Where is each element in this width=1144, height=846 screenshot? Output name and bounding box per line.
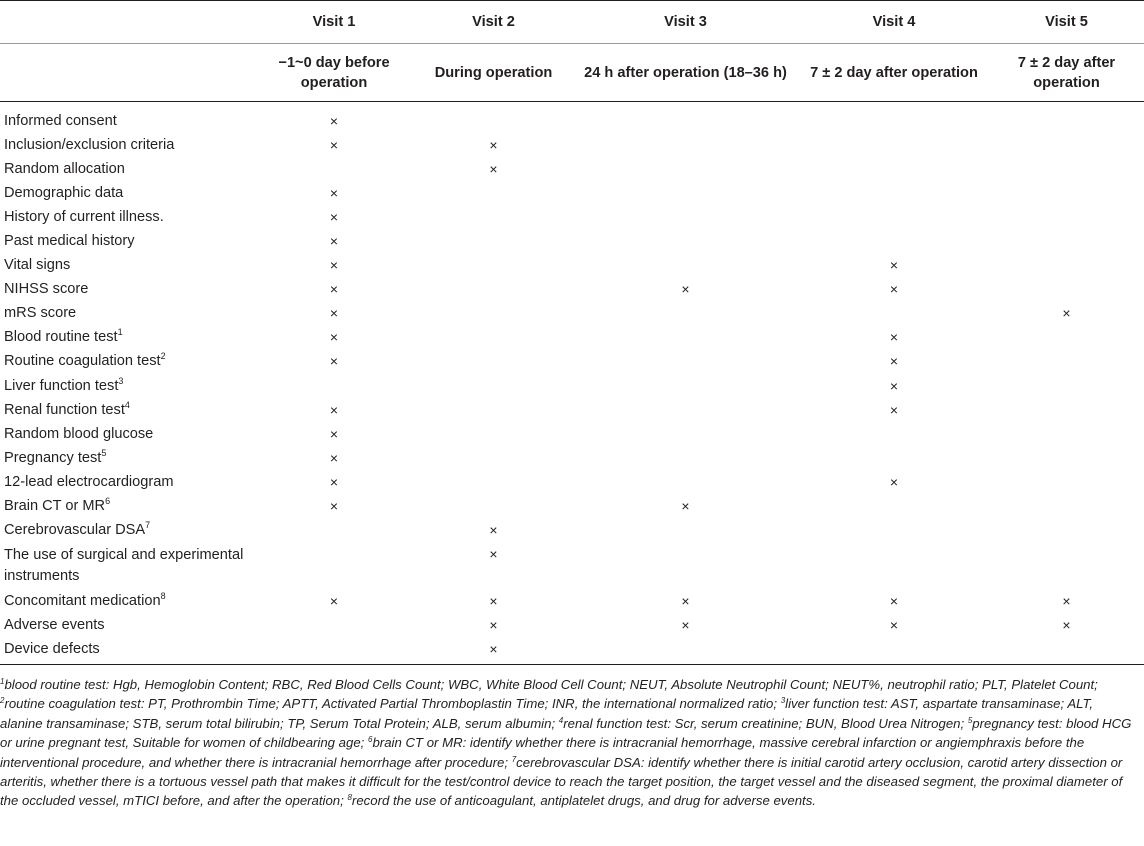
cross-mark-icon: × <box>329 401 339 418</box>
cross-mark-icon: × <box>489 593 498 610</box>
cross-mark-icon: × <box>1062 593 1071 610</box>
row-label-text: Liver function test <box>4 377 119 394</box>
empty-cell <box>415 446 572 470</box>
table-row <box>0 374 1144 398</box>
empty-cell <box>799 133 989 157</box>
checkmark-cell <box>989 614 1144 638</box>
empty-cell <box>572 374 799 398</box>
empty-cell <box>799 446 989 470</box>
empty-cell <box>572 422 799 446</box>
footnote-ref: 7 <box>145 520 151 531</box>
row-label <box>0 326 253 350</box>
empty-cell <box>415 229 572 253</box>
row-label-text: Renal function test <box>4 401 125 418</box>
empty-cell <box>799 205 989 229</box>
row-label-text: Inclusion/exclusion criteria <box>4 136 175 153</box>
empty-cell <box>415 181 572 205</box>
checkmark-cell <box>253 109 415 133</box>
empty-cell <box>989 109 1144 133</box>
checkmark-cell <box>415 638 572 665</box>
cross-mark-icon: × <box>1062 305 1071 322</box>
footnote-ref: 1 <box>117 327 123 338</box>
cross-mark-icon: × <box>489 545 498 562</box>
checkmark-cell <box>572 590 799 614</box>
row-label <box>0 470 253 494</box>
row-label-text: Concomitant medication <box>4 593 161 610</box>
cross-mark-icon: × <box>889 401 899 418</box>
row-label <box>0 543 253 590</box>
empty-cell <box>799 495 989 519</box>
empty-cell <box>415 495 572 519</box>
checkmark-cell <box>989 302 1144 326</box>
timing-header: During operation <box>415 44 572 102</box>
row-label-text: Device defects <box>4 641 100 658</box>
row-label-text: The use of surgical and experimental instruments <box>4 547 244 585</box>
footnote-text: liver function test: AST, aspartate transaminase; ALT, alanine transaminase; STB, serum total bilirubin; TP, Serum Total Protein; ALB, serum albumin; <box>0 696 1094 731</box>
cross-mark-icon: × <box>329 136 339 153</box>
checkmark-cell <box>799 254 989 278</box>
empty-cell <box>799 157 989 181</box>
row-label <box>0 302 253 326</box>
empty-cell <box>989 254 1144 278</box>
empty-cell <box>989 278 1144 302</box>
empty-cell <box>989 181 1144 205</box>
cross-mark-icon: × <box>489 136 498 153</box>
empty-cell <box>415 350 572 374</box>
footnote-number: 6 <box>368 735 373 745</box>
empty-cell <box>989 229 1144 253</box>
checkmark-cell <box>415 133 572 157</box>
table-row <box>0 519 1144 543</box>
row-label-text: Demographic data <box>4 184 124 201</box>
row-label-text: mRS score <box>4 305 77 322</box>
empty-cell <box>572 109 799 133</box>
footnote-text: brain CT or MR: identify whether there is intracranial hemorrhage, massive cerebral infarction or angiemphraxis before the interventional procedure, and whether there is intracranial hemorrhage after procedure; <box>0 735 1085 770</box>
checkmark-cell <box>253 495 415 519</box>
cross-mark-icon: × <box>889 329 899 346</box>
empty-cell <box>253 614 415 638</box>
empty-cell <box>989 350 1144 374</box>
empty-cell <box>415 254 572 278</box>
empty-cell <box>415 374 572 398</box>
empty-cell <box>415 205 572 229</box>
row-label <box>0 422 253 446</box>
footnote-ref: 5 <box>101 447 107 458</box>
row-label <box>0 229 253 253</box>
checkmark-cell <box>253 350 415 374</box>
checkmark-cell <box>799 470 989 494</box>
empty-cell <box>989 422 1144 446</box>
empty-cell <box>572 181 799 205</box>
cross-mark-icon: × <box>889 593 899 610</box>
cross-mark-icon: × <box>329 329 339 346</box>
checkmark-cell <box>253 446 415 470</box>
empty-cell <box>799 543 989 590</box>
table-row <box>0 326 1144 350</box>
empty-cell <box>572 302 799 326</box>
checkmark-cell <box>253 470 415 494</box>
table-row <box>0 181 1144 205</box>
checkmark-cell <box>253 181 415 205</box>
row-label-text: Past medical history <box>4 233 135 250</box>
corner-cell <box>0 1 253 44</box>
empty-cell <box>989 519 1144 543</box>
footnote-ref: 2 <box>160 351 166 362</box>
row-label <box>0 374 253 398</box>
footnote-number: 2 <box>0 696 5 706</box>
empty-cell <box>572 229 799 253</box>
visit-header: Visit 2 <box>415 1 572 44</box>
row-label <box>0 278 253 302</box>
empty-cell <box>799 422 989 446</box>
row-label <box>0 638 253 665</box>
table-footnotes <box>0 675 1144 811</box>
checkmark-cell <box>253 302 415 326</box>
row-label <box>0 205 253 229</box>
table-row <box>0 638 1144 665</box>
row-label-text: NIHSS score <box>4 281 89 298</box>
empty-cell <box>253 638 415 665</box>
empty-cell <box>989 470 1144 494</box>
empty-cell <box>989 446 1144 470</box>
footnote-text: routine coagulation test: PT, Prothrombin Time; APTT, Activated Partial Thromboplastin Time; INR, the international normalized ratio; <box>4 696 781 712</box>
empty-cell <box>799 638 989 665</box>
checkmark-cell <box>799 398 989 422</box>
cross-mark-icon: × <box>681 593 690 610</box>
cross-mark-icon: × <box>489 641 498 658</box>
checkmark-cell <box>253 254 415 278</box>
empty-cell <box>572 205 799 229</box>
empty-cell <box>572 398 799 422</box>
checkmark-cell <box>415 157 572 181</box>
row-label <box>0 109 253 133</box>
row-label-text: Random allocation <box>4 160 125 177</box>
checkmark-cell <box>799 278 989 302</box>
row-label-text: Random blood glucose <box>4 425 154 442</box>
empty-cell <box>415 470 572 494</box>
footnote-text: cerebrovascular DSA: identify whether there is initial carotid artery occlusion, carotid artery dissection or arteritis, whether there is a tortuous vessel path that makes it difficult for the test/control device to reach the target position, the target vessel and the diseased segment, the proximal diameter of the occluded vessel, mTICI before, and after the operation; <box>0 754 1123 809</box>
empty-cell <box>572 543 799 590</box>
cross-mark-icon: × <box>329 473 339 490</box>
empty-cell <box>989 157 1144 181</box>
footnote-number: 1 <box>0 676 5 686</box>
cross-mark-icon: × <box>889 617 899 634</box>
footnote-number: 7 <box>511 754 517 764</box>
empty-cell <box>989 326 1144 350</box>
table-row <box>0 398 1144 422</box>
checkmark-cell <box>799 590 989 614</box>
row-label-text: Adverse events <box>4 617 105 634</box>
row-label-text: Pregnancy test <box>4 449 102 466</box>
checkmark-cell <box>572 614 799 638</box>
checkmark-cell <box>989 590 1144 614</box>
footnote-ref: 8 <box>160 591 166 602</box>
empty-cell <box>415 278 572 302</box>
table-row <box>0 229 1144 253</box>
table-row <box>0 422 1144 446</box>
cross-mark-icon: × <box>329 257 339 274</box>
timing-header: −1~0 day before operation <box>253 44 415 102</box>
cross-mark-icon: × <box>889 257 899 274</box>
visit-header: Visit 1 <box>253 1 415 44</box>
footnote-text: renal function test: Scr, serum creatinine; BUN, Blood Urea Nitrogen; <box>563 715 968 731</box>
cross-mark-icon: × <box>889 353 899 370</box>
footnote-number: 3 <box>780 696 786 706</box>
row-label <box>0 181 253 205</box>
checkmark-cell <box>572 278 799 302</box>
cross-mark-icon: × <box>329 593 339 610</box>
row-label-text: History of current illness. <box>4 208 164 225</box>
table-row <box>0 470 1144 494</box>
table-row <box>0 350 1144 374</box>
checkmark-cell <box>415 614 572 638</box>
empty-cell <box>253 374 415 398</box>
visit-header: Visit 5 <box>989 1 1144 44</box>
empty-cell <box>572 157 799 181</box>
checkmark-cell <box>415 543 572 590</box>
empty-cell <box>572 470 799 494</box>
checkmark-cell <box>799 350 989 374</box>
cross-mark-icon: × <box>681 498 690 515</box>
row-label <box>0 519 253 543</box>
cross-mark-icon: × <box>681 617 690 634</box>
table-row <box>0 133 1144 157</box>
footnote-text: blood routine test: Hgb, Hemoglobin Content; RBC, Red Blood Cells Count; WBC, White Blood Cell Count; NEUT, Absolute Neutrophil Count; NEUT%, neutrophil ratio; PLT, Platelet Count; <box>4 676 1098 692</box>
cross-mark-icon: × <box>329 281 339 298</box>
cross-mark-icon: × <box>329 305 339 322</box>
cross-mark-icon: × <box>489 617 498 634</box>
empty-cell <box>989 133 1144 157</box>
table-row <box>0 278 1144 302</box>
visit-header: Visit 4 <box>799 1 989 44</box>
table-row <box>0 254 1144 278</box>
table-row <box>0 446 1144 470</box>
footnote-ref: 6 <box>105 496 111 507</box>
footnote-text: pregnancy test: blood HCG or urine pregnant test, Suitable for women of childbearing age; <box>0 715 1132 751</box>
checkmark-cell <box>415 519 572 543</box>
footnote-ref: 3 <box>118 375 124 386</box>
row-label-text: Informed consent <box>4 112 117 129</box>
footnote-number: 5 <box>967 715 973 725</box>
footnote-number: 8 <box>347 793 352 803</box>
timing-header: 7 ± 2 day after operation <box>989 44 1144 102</box>
row-label <box>0 157 253 181</box>
row-label-text: Blood routine test <box>4 329 118 346</box>
corner-cell <box>0 44 253 102</box>
table-row <box>0 590 1144 614</box>
cross-mark-icon: × <box>889 377 899 394</box>
checkmark-cell <box>799 614 989 638</box>
table-row <box>0 205 1144 229</box>
cross-mark-icon: × <box>681 281 690 298</box>
row-label <box>0 133 253 157</box>
empty-cell <box>989 205 1144 229</box>
empty-cell <box>989 398 1144 422</box>
cross-mark-icon: × <box>1062 617 1071 634</box>
visit-header-row <box>0 1 1144 44</box>
empty-cell <box>989 495 1144 519</box>
table-row <box>0 109 1144 133</box>
cross-mark-icon: × <box>329 233 339 250</box>
footnote-text: record the use of anticoagulant, antiplatelet drugs, and drug for adverse events. <box>351 793 816 809</box>
empty-cell <box>572 254 799 278</box>
checkmark-cell <box>415 590 572 614</box>
empty-cell <box>415 109 572 133</box>
cross-mark-icon: × <box>329 498 339 515</box>
checkmark-cell <box>799 374 989 398</box>
row-label-text: Brain CT or MR <box>4 498 106 515</box>
table-body <box>0 109 1144 664</box>
empty-cell <box>253 157 415 181</box>
timing-header: 7 ± 2 day after operation <box>799 44 989 102</box>
empty-cell <box>572 326 799 350</box>
empty-cell <box>415 398 572 422</box>
empty-cell <box>572 350 799 374</box>
table-row <box>0 495 1144 519</box>
empty-cell <box>253 519 415 543</box>
checkmark-cell <box>253 422 415 446</box>
empty-cell <box>989 374 1144 398</box>
row-label <box>0 590 253 614</box>
cross-mark-icon: × <box>329 112 339 129</box>
visit-header: Visit 3 <box>572 1 799 44</box>
cross-mark-icon: × <box>329 184 339 201</box>
row-label <box>0 254 253 278</box>
empty-cell <box>989 543 1144 590</box>
table-row <box>0 302 1144 326</box>
table-row <box>0 157 1144 181</box>
row-label <box>0 446 253 470</box>
empty-cell <box>253 543 415 590</box>
empty-cell <box>799 519 989 543</box>
cross-mark-icon: × <box>489 160 498 177</box>
checkmark-cell <box>799 326 989 350</box>
empty-cell <box>799 109 989 133</box>
checkmark-cell <box>253 326 415 350</box>
footnote-number: 4 <box>558 715 564 725</box>
cross-mark-icon: × <box>889 281 899 298</box>
table-row <box>0 614 1144 638</box>
checkmark-cell <box>253 229 415 253</box>
checkmark-cell <box>253 278 415 302</box>
footnote-ref: 4 <box>124 399 130 410</box>
empty-cell <box>415 326 572 350</box>
empty-cell <box>799 302 989 326</box>
empty-cell <box>572 519 799 543</box>
timing-header-row <box>0 44 1144 102</box>
empty-cell <box>799 229 989 253</box>
checkmark-cell <box>253 133 415 157</box>
row-label-text: Vital signs <box>4 257 71 274</box>
row-label <box>0 614 253 638</box>
cross-mark-icon: × <box>329 425 339 442</box>
empty-cell <box>799 181 989 205</box>
row-label <box>0 398 253 422</box>
checkmark-cell <box>253 205 415 229</box>
checkmark-cell <box>253 590 415 614</box>
cross-mark-icon: × <box>329 208 339 225</box>
cross-mark-icon: × <box>489 522 498 539</box>
empty-cell <box>572 446 799 470</box>
checkmark-cell <box>572 495 799 519</box>
cross-mark-icon: × <box>889 473 899 490</box>
row-label-text: Cerebrovascular DSA <box>4 522 146 539</box>
empty-cell <box>572 133 799 157</box>
timing-header: 24 h after operation (18–36 h) <box>572 44 799 102</box>
table-row <box>0 543 1144 590</box>
empty-cell <box>415 302 572 326</box>
row-label <box>0 350 253 374</box>
empty-cell <box>989 638 1144 665</box>
row-label <box>0 495 253 519</box>
cross-mark-icon: × <box>329 353 339 370</box>
checkmark-cell <box>253 398 415 422</box>
empty-cell <box>415 422 572 446</box>
row-label-text: Routine coagulation test <box>4 353 161 370</box>
cross-mark-icon: × <box>329 449 339 466</box>
empty-cell <box>572 638 799 665</box>
row-label-text: 12-lead electrocardiogram <box>4 473 174 490</box>
